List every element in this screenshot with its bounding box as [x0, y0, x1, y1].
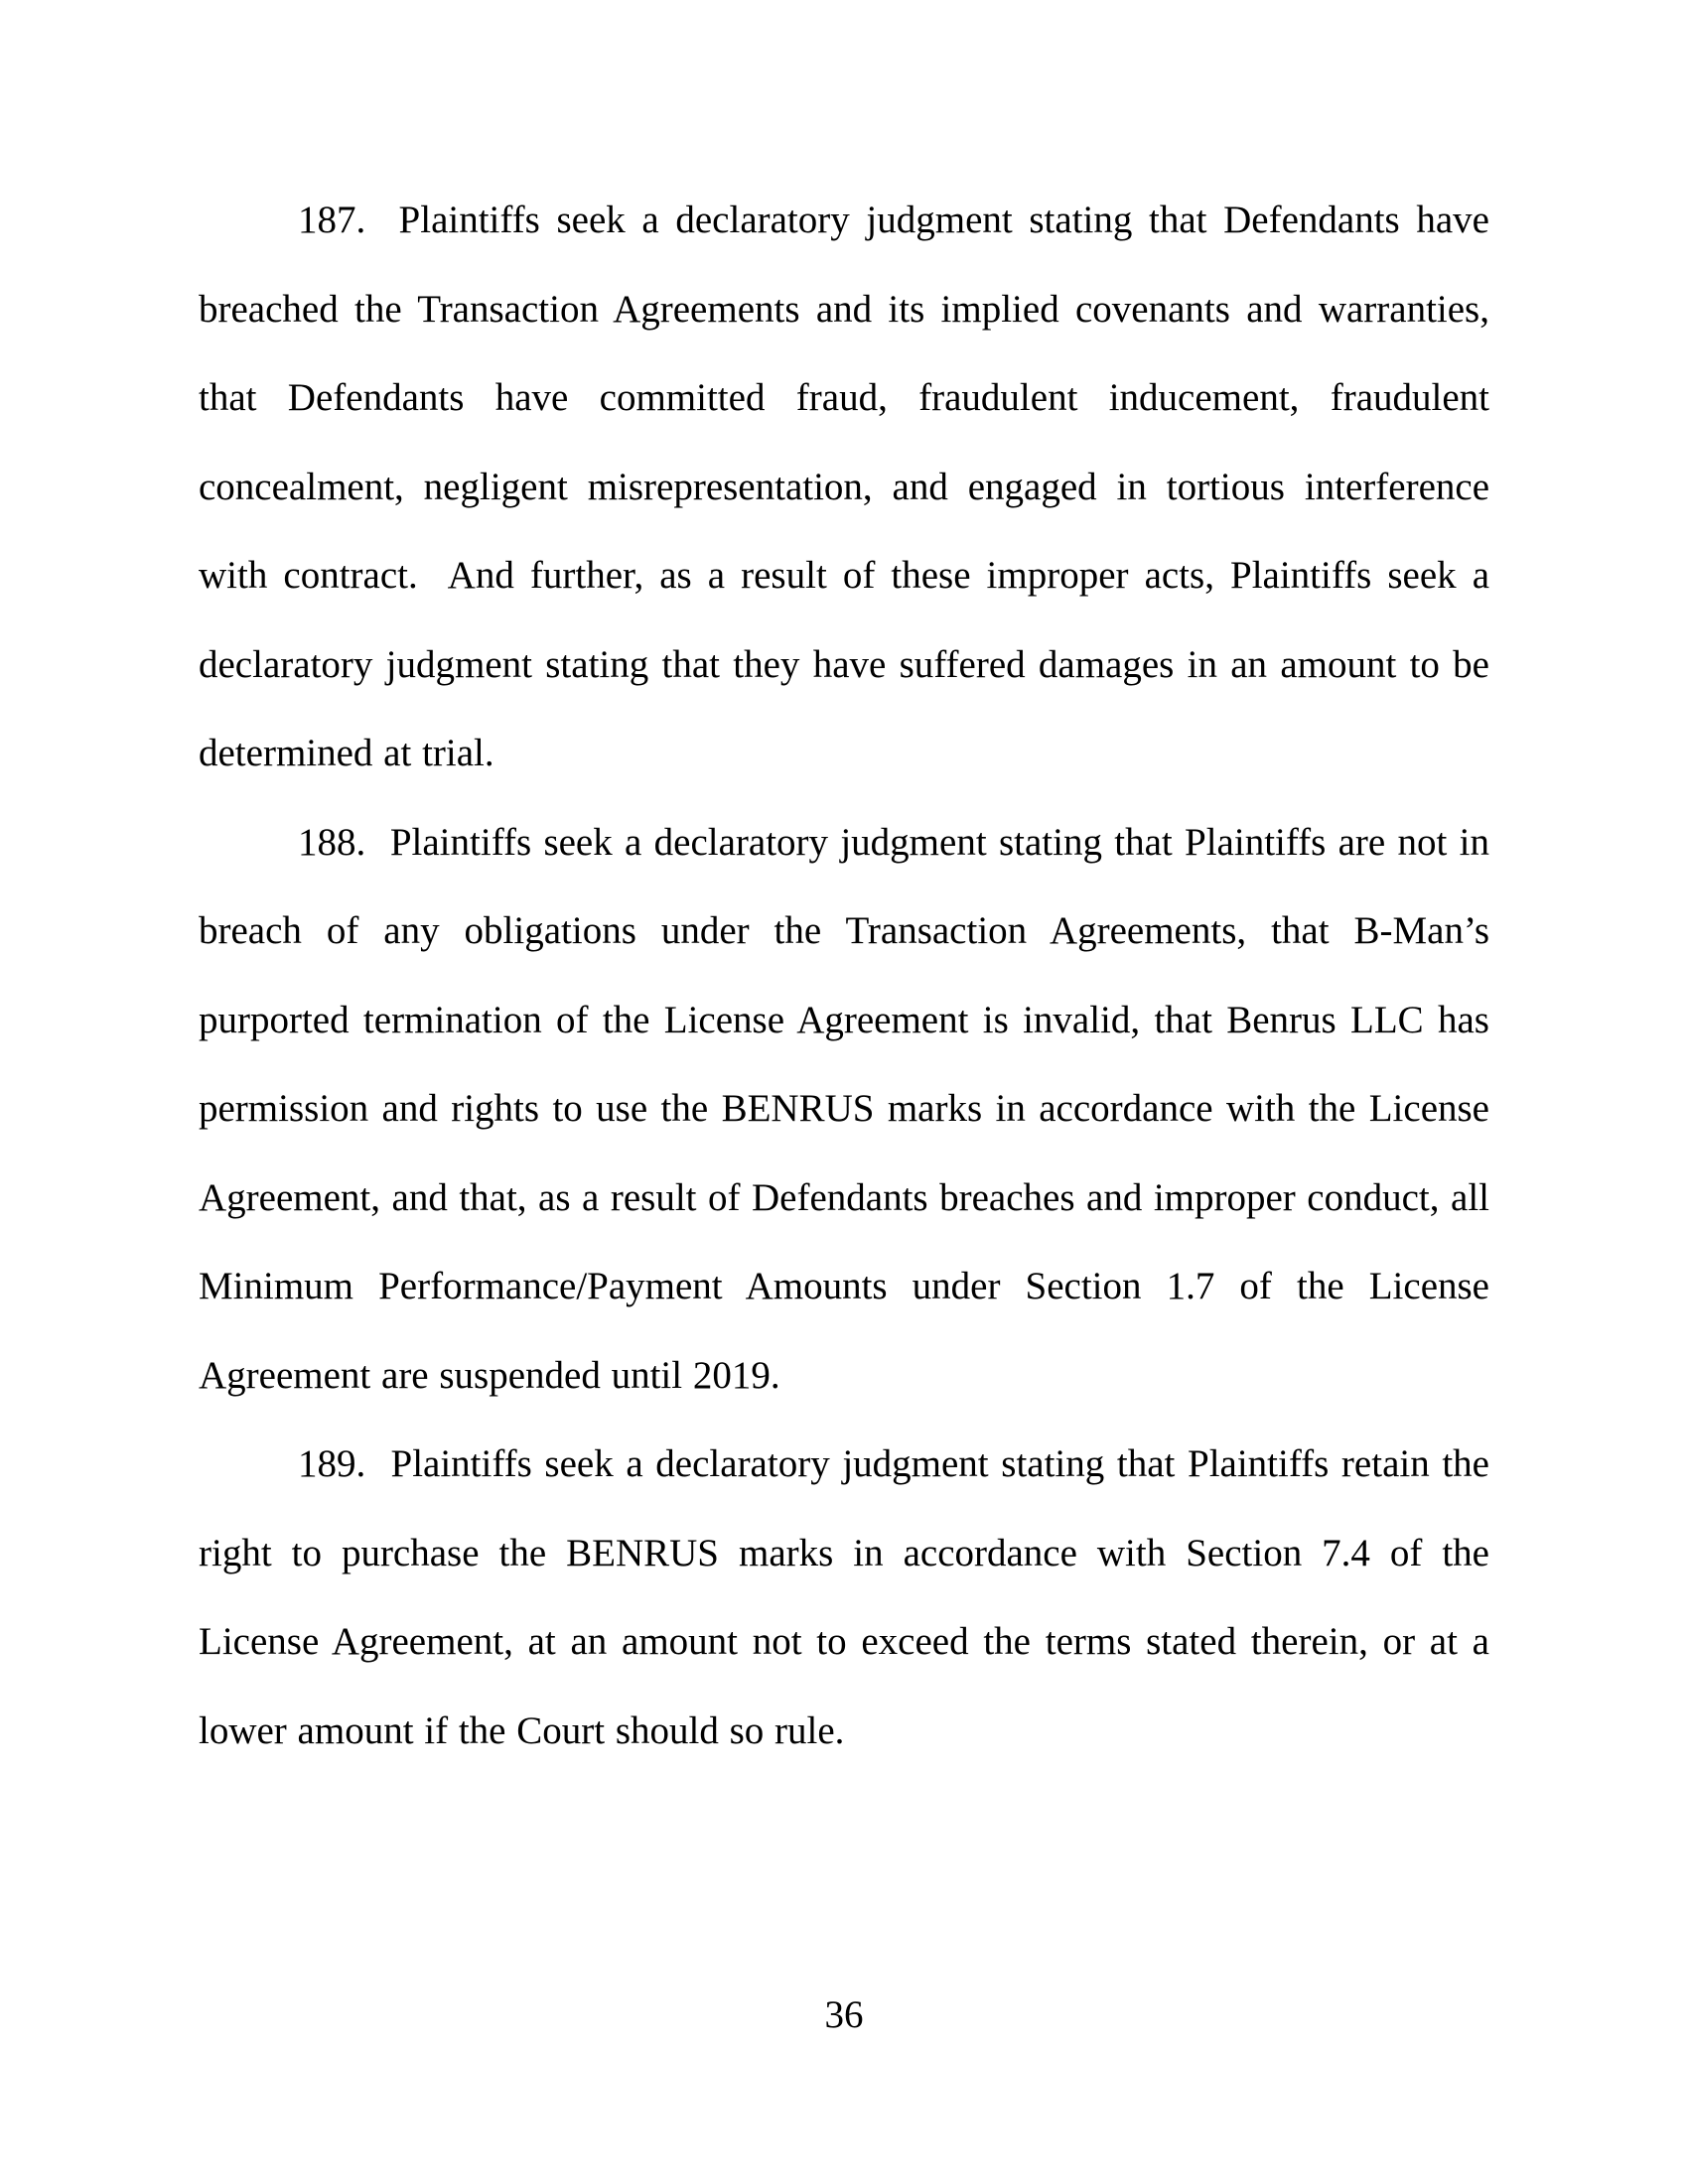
paragraph-188-line-7: Agreement are suspended until 2019.	[199, 1353, 780, 1397]
paragraph-187-line-4: concealment, negligent misrepresentation, and engaged in tortious interference	[199, 465, 1489, 508]
paragraph-187-line-5: with contract. And further, as a result of these improper acts, Plaintiffs seek a	[199, 554, 1489, 597]
paragraph-189-line-1: 189. Plaintiffs seek a declaratory judgment stating that Plaintiffs retain the	[298, 1442, 1489, 1485]
paragraph-189-line-3: License Agreement, at an amount not to exceed the terms stated therein, or at a	[199, 1620, 1489, 1663]
document-text	[199, 176, 1489, 1775]
paragraph-187-line-2: breached the Transaction Agreements and its implied covenants and warranties,	[199, 287, 1489, 331]
paragraph-187-line-6: declaratory judgment stating that they have suffered damages in an amount to be	[199, 642, 1489, 686]
paragraph-188-line-6: Minimum Performance/Payment Amounts under Section 1.7 of the License	[199, 1265, 1489, 1307]
page-number: 36	[824, 1993, 864, 2036]
paragraph-188-line-3: purported termination of the License Agreement is invalid, that Benrus LLC has	[199, 998, 1489, 1041]
paragraph-189-line-4: lower amount if the Court should so rule.	[199, 1708, 845, 1752]
paragraph-187-line-1: 187. Plaintiffs seek a declaratory judgment stating that Defendants have	[298, 199, 1489, 241]
paragraph-187-line-3: that Defendants have committed fraud, fraudulent inducement, fraudulent	[199, 376, 1489, 419]
paragraph-188-line-4: permission and rights to use the BENRUS marks in accordance with the License	[199, 1087, 1489, 1130]
paragraph-189-line-2: right to purchase the BENRUS marks in accordance with Section 7.4 of the	[199, 1531, 1489, 1574]
paragraph-187-line-7: determined at trial.	[199, 732, 494, 774]
paragraph-188-line-5: Agreement, and that, as a result of Defendants breaches and improper conduct, all	[199, 1175, 1489, 1219]
paragraph-188-line-2: breach of any obligations under the Transaction Agreements, that B-Man’s	[199, 909, 1489, 952]
paragraph-188-line-1: 188. Plaintiffs seek a declaratory judgment stating that Plaintiffs are not in	[298, 820, 1489, 864]
